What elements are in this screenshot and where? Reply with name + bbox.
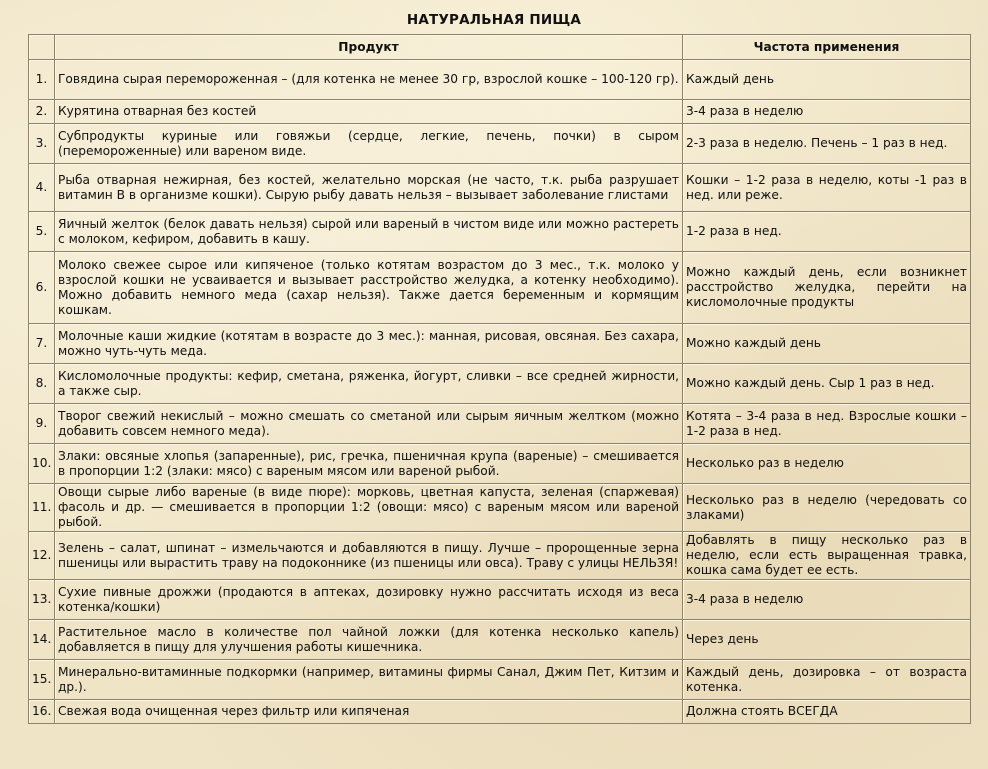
table-row (29, 324, 971, 364)
row-number: 9. (29, 404, 55, 444)
frequency-cell: 3-4 раза в неделю (683, 580, 971, 620)
table-row (29, 252, 971, 324)
table-row (29, 444, 971, 484)
product-cell: Говядина сырая перемороженная – (для котенка не менее 30 гр, взрослой кошке – 100-120 гр). (55, 60, 683, 100)
table-row (29, 700, 971, 724)
frequency-cell: 3-4 раза в неделю (683, 100, 971, 124)
frequency-cell: Можно каждый день (683, 324, 971, 364)
table-row (29, 60, 971, 100)
product-cell: Свежая вода очищенная через фильтр или кипяченая (55, 700, 683, 724)
table-row (29, 660, 971, 700)
table-row (29, 580, 971, 620)
product-cell: Растительное масло в количестве пол чайной ложки (для котенка несколько капель) добавляется в пищу для улучшения работы кишечника. (55, 620, 683, 660)
natural-food-table (28, 34, 971, 724)
row-number: 15. (29, 660, 55, 700)
row-number: 7. (29, 324, 55, 364)
table-header-row (29, 35, 971, 60)
frequency-cell: Несколько раз в неделю (чередовать со злаками) (683, 484, 971, 532)
frequency-cell: Через день (683, 620, 971, 660)
header-frequency: Частота применения (683, 35, 971, 60)
product-cell: Курятина отварная без костей (55, 100, 683, 124)
product-cell: Молочные каши жидкие (котятам в возрасте до 3 мес.): манная, рисовая, овсяная. Без сахара, можно чуть-чуть меда. (55, 324, 683, 364)
table-row (29, 620, 971, 660)
product-cell: Рыба отварная нежирная, без костей, желательно морская (не часто, т.к. рыба разрушает витамин B в организме кошки). Сырую рыбу давать нельзя – вызывает заболевание глистами (55, 164, 683, 212)
table-row (29, 164, 971, 212)
product-cell: Яичный желток (белок давать нельзя) сырой или вареный в чистом виде или можно растереть с молоком, кефиром, добавить в кашу. (55, 212, 683, 252)
table-row (29, 484, 971, 532)
frequency-cell: 2-3 раза в неделю. Печень – 1 раз в нед. (683, 124, 971, 164)
frequency-cell: Несколько раз в неделю (683, 444, 971, 484)
table-row (29, 364, 971, 404)
product-cell: Субпродукты куриные или говяжьи (сердце, легкие, печень, почки) в сыром (перемороженные) или вареном виде. (55, 124, 683, 164)
product-cell: Молоко свежее сырое или кипяченое (только котятам возрастом до 3 мес., т.к. молоко у взрослой кошки не усваивается и вызывает расстройство желудка, а котенку необходимо). Можно добавить немного меда (сахар нельзя). Также дается беременным и кормящим кошкам. (55, 252, 683, 324)
row-number: 4. (29, 164, 55, 212)
frequency-cell: Каждый день, дозировка – от возраста котенка. (683, 660, 971, 700)
frequency-cell: 1-2 раза в нед. (683, 212, 971, 252)
header-number (29, 35, 55, 60)
product-cell: Творог свежий некислый – можно смешать со сметаной или сырым яичным желтком (можно добавить совсем немного меда). (55, 404, 683, 444)
frequency-cell: Можно каждый день, если возникнет расстройство желудка, перейти на кисломолочные продукты (683, 252, 971, 324)
page-title: НАТУРАЛЬНАЯ ПИЩА (406, 12, 582, 28)
header-product: Продукт (55, 35, 683, 60)
table-row (29, 532, 971, 580)
row-number: 12. (29, 532, 55, 580)
table-row (29, 404, 971, 444)
product-cell: Кисломолочные продукты: кефир, сметана, ряженка, йогурт, сливки – все средней жирности, а также сыр. (55, 364, 683, 404)
product-cell: Злаки: овсяные хлопья (запаренные), рис, гречка, пшеничная крупа (вареные) – смешивается в пропорции 1:2 (злаки: мясо) с вареным мясом или вареной рыбой. (55, 444, 683, 484)
row-number: 16. (29, 700, 55, 724)
frequency-cell: Можно каждый день. Сыр 1 раз в нед. (683, 364, 971, 404)
product-cell: Зелень – салат, шпинат – измельчаются и добавляются в пищу. Лучше – пророщенные зерна пшеницы или вырастить траву на подоконнике (из пшеницы или овса). Траву с улицы НЕЛЬЗЯ! (55, 532, 683, 580)
row-number: 1. (29, 60, 55, 100)
row-number: 11. (29, 484, 55, 532)
row-number: 8. (29, 364, 55, 404)
product-cell: Овощи сырые либо вареные (в виде пюре): морковь, цветная капуста, зеленая (спаржевая) фасоль и др. — смешивается в пропорции 1:2 (овощи: мясо) с вареным мясом или вареной рыбой. (55, 484, 683, 532)
frequency-cell: Кошки – 1-2 раза в неделю, коты -1 раз в нед. или реже. (683, 164, 971, 212)
row-number: 6. (29, 252, 55, 324)
row-number: 2. (29, 100, 55, 124)
row-number: 13. (29, 580, 55, 620)
table-row (29, 100, 971, 124)
row-number: 14. (29, 620, 55, 660)
row-number: 5. (29, 212, 55, 252)
row-number: 3. (29, 124, 55, 164)
product-cell: Минерально-витаминные подкормки (например, витамины фирмы Санал, Джим Пет, Китзим и др.). (55, 660, 683, 700)
frequency-cell: Каждый день (683, 60, 971, 100)
table-row (29, 212, 971, 252)
frequency-cell: Добавлять в пищу несколько раз в неделю, если есть выращенная травка, кошка сама будет ее есть. (683, 532, 971, 580)
table-row (29, 124, 971, 164)
product-cell: Сухие пивные дрожжи (продаются в аптеках, дозировку нужно рассчитать исходя из веса котенка/кошки) (55, 580, 683, 620)
row-number: 10. (29, 444, 55, 484)
frequency-cell: Котята – 3-4 раза в нед. Взрослые кошки – 1-2 раза в нед. (683, 404, 971, 444)
frequency-cell: Должна стоять ВСЕГДА (683, 700, 971, 724)
